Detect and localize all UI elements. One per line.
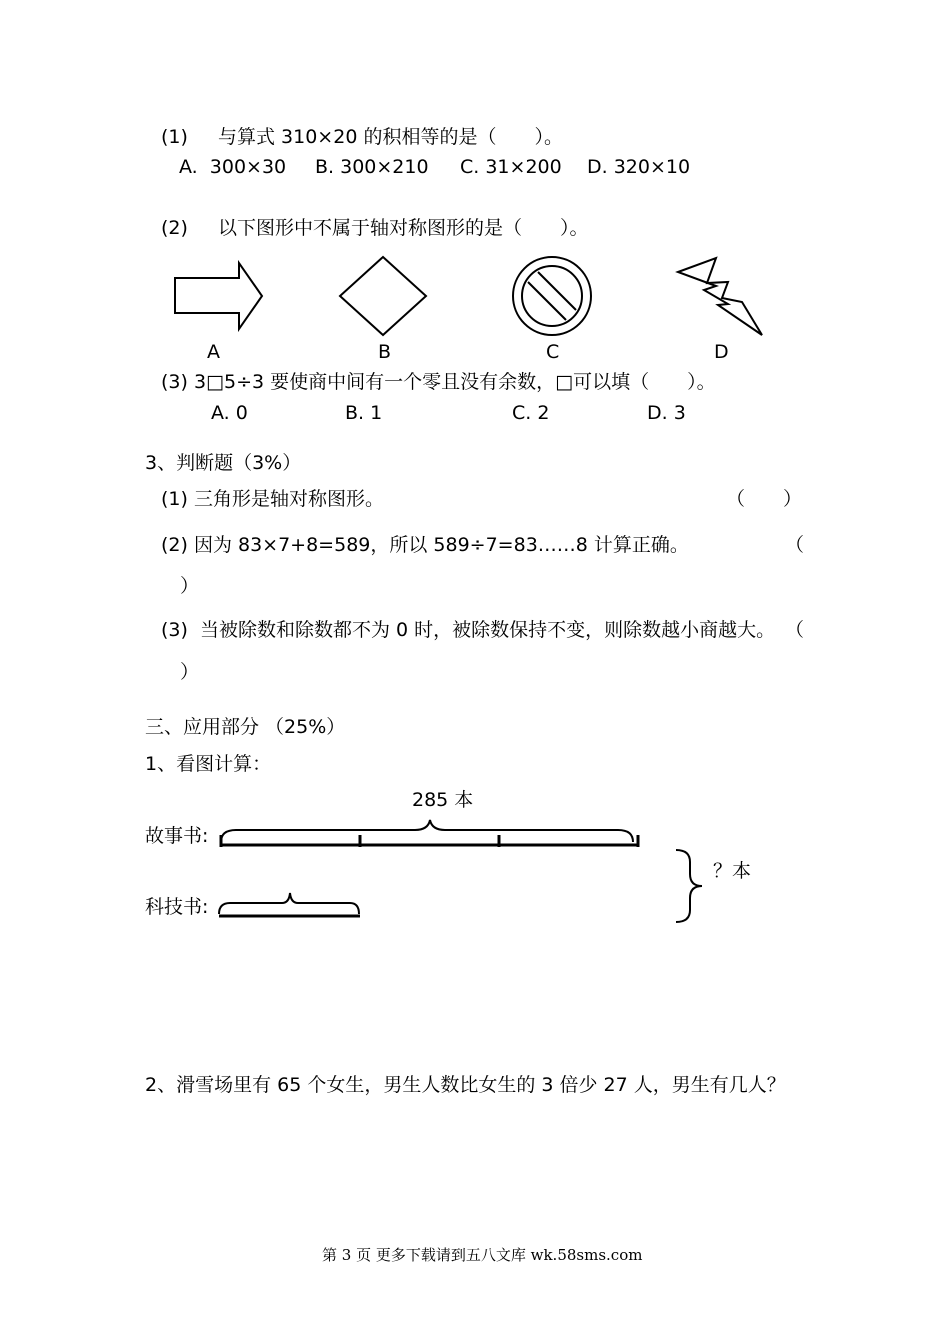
page-footer: 第 3 页 更多下载请到五八文库 wk.58sms.com xyxy=(322,1246,643,1264)
tech-book-label: 科技书: xyxy=(145,896,209,918)
q1-option-b: B. 300×210 xyxy=(315,156,429,178)
q1-option-c: C. 31×200 xyxy=(460,156,562,178)
judge-item-3-paren-close: ） xyxy=(180,661,200,683)
right-brace xyxy=(676,850,702,922)
q2-text: 以下图形中不属于轴对称图形的是（ ）。 xyxy=(218,217,589,239)
judge-item-2: (2) 因为 83×7+8=589，所以 589÷7=83……8 计算正确。 xyxy=(161,534,689,556)
story-book-label: 故事书: xyxy=(145,825,209,847)
judge-item-2-paren-close: ） xyxy=(180,575,200,597)
judge-item-3-paren-open: （ xyxy=(785,619,805,641)
judge-item-2-paren-open: （ xyxy=(785,534,805,556)
shape-label-d: D xyxy=(714,341,729,363)
q1-number: (1) xyxy=(161,126,188,148)
apply-q2-text: 2、滑雪场里有 65 个女生，男生人数比女生的 3 倍少 27 人，男生有几人？ xyxy=(145,1074,786,1096)
q2-number: (2) xyxy=(161,217,188,239)
q3-option-c: C. 2 xyxy=(512,402,550,424)
tech-brace xyxy=(219,893,359,914)
apply-q1-title: 1、看图计算： xyxy=(145,753,272,775)
total-brace xyxy=(221,820,633,842)
q3-option-b: B. 1 xyxy=(345,402,383,424)
shape-label-b: B xyxy=(378,341,392,363)
judge-item-1-paren: （ ） xyxy=(726,488,803,510)
q1-option-d: D. 320×10 xyxy=(587,156,691,178)
total-label: 285 本 xyxy=(412,789,474,811)
judge-item-3: (3) 当被除数和除数都不为 0 时，被除数保持不变，则除数越小商越大。 xyxy=(161,619,776,641)
q3-option-d: D. 3 xyxy=(647,402,686,424)
judge-item-1: (1) 三角形是轴对称图形。 xyxy=(161,488,384,510)
q1-text: 与算式 310×20 的积相等的是（ ）。 xyxy=(218,126,563,148)
q3-text: (3) 3□5÷3 要使商中间有一个零且没有余数，□可以填（ ）。 xyxy=(161,371,716,393)
judge-heading: 3、判断题（3%） xyxy=(145,452,302,474)
q3-option-a: A. 0 xyxy=(211,402,248,424)
question-label: ？本 xyxy=(713,860,752,882)
shape-label-c: C xyxy=(546,341,560,363)
shape-label-a: A xyxy=(207,341,220,363)
q1-option-a: A. 300×30 xyxy=(179,156,287,178)
apply-heading: 三、应用部分 （25%） xyxy=(145,716,346,738)
